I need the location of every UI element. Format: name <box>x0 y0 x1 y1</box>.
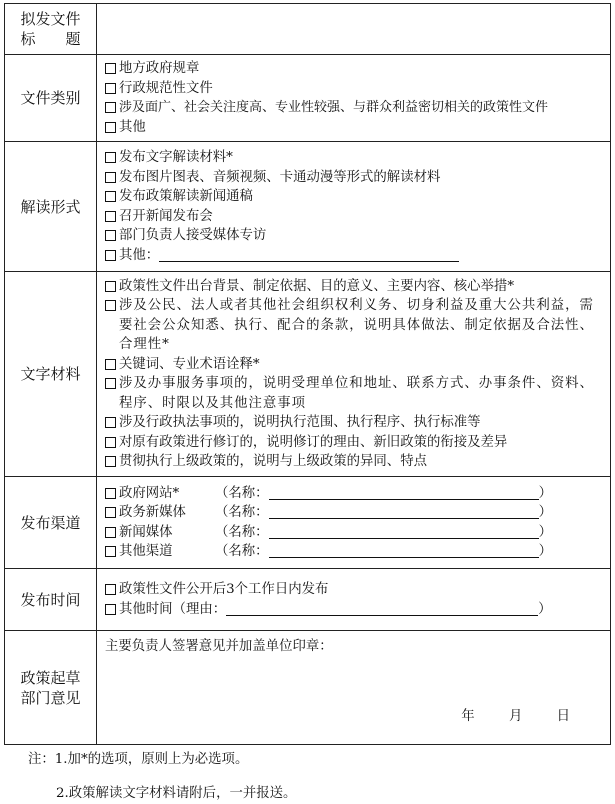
label-file-category: 文件类别 <box>5 55 97 142</box>
row-text-material <box>5 272 611 477</box>
checkbox-icon[interactable] <box>105 359 116 370</box>
date-day: 日 <box>556 708 570 724</box>
release-channel-options <box>97 477 611 569</box>
form-option-4[interactable]: 召开新闻发布会 <box>105 207 604 227</box>
checkbox-icon[interactable] <box>105 527 116 538</box>
checkbox-icon[interactable] <box>105 172 116 183</box>
label-release-time: 发布时间 <box>5 569 97 631</box>
category-option-3[interactable]: 涉及面广、社会关注度高、专业性较强、与群众利益密切相关的政策性文件 <box>105 98 604 118</box>
label-document-title-line1: 拟发文件 <box>20 10 81 28</box>
material-option-4[interactable]: 涉及办事服务事项的，说明受理单位和地址、联系方式、办事条件、资料、程序、时限以及其他注意事项 <box>105 374 604 413</box>
opinion-date <box>433 707 570 727</box>
checkbox-icon[interactable] <box>105 507 116 518</box>
checkbox-icon[interactable] <box>105 83 116 94</box>
channel-option-4[interactable]: 其他渠道 （名称： ） <box>105 542 604 562</box>
row-release-channels <box>5 477 611 569</box>
material-option-3[interactable]: 关键词、专业术语诠释* <box>105 355 604 375</box>
channel-option-3[interactable]: 新闻媒体 （名称： ） <box>105 523 604 543</box>
checkbox-icon[interactable] <box>105 437 116 448</box>
label-document-title <box>5 4 97 55</box>
row-interpretation-form <box>5 142 611 272</box>
material-option-2[interactable]: 涉及公民、法人或者其他社会组织权利义务、切身利益及重大公共利益，需要社会公众知悉、执行、配合的条款，说明具体做法、制定依据及合法性、合理性* <box>105 296 604 355</box>
material-option-6[interactable]: 对原有政策进行修订的，说明修订的理由、新旧政策的衔接及差异 <box>105 433 604 453</box>
checkbox-icon[interactable] <box>105 300 116 311</box>
form-option-3[interactable]: 发布政策解读新闻通稿 <box>105 187 604 207</box>
material-option-7[interactable]: 贯彻执行上级政策的，说明与上级政策的异同、特点 <box>105 452 604 472</box>
channel-name-input-1[interactable] <box>269 484 539 500</box>
checkbox-icon[interactable] <box>105 281 116 292</box>
form-option-2[interactable]: 发布图片图表、音频视频、卡通动漫等形式的解读材料 <box>105 168 604 188</box>
interpretation-form-options <box>97 142 611 272</box>
row-document-title <box>5 4 611 55</box>
label-interpretation-form: 解读形式 <box>5 142 97 272</box>
checkbox-icon[interactable] <box>105 250 116 261</box>
checkbox-icon[interactable] <box>105 417 116 428</box>
row-file-category <box>5 55 611 142</box>
label-document-title-line2: 标 题 <box>20 30 81 48</box>
channel-name-input-2[interactable] <box>269 503 539 519</box>
text-material-options <box>97 272 611 477</box>
label-release-channels: 发布渠道 <box>5 477 97 569</box>
checkbox-icon[interactable] <box>105 604 116 615</box>
time-option-1[interactable]: 政策性文件公开后3个工作日内发布 <box>105 580 604 600</box>
material-option-5[interactable]: 涉及行政执法事项的，说明执行范围、执行程序、执行标准等 <box>105 413 604 433</box>
label-department-opinion <box>5 631 97 745</box>
channel-option-1[interactable]: 政府网站* （名称： ） <box>105 484 604 504</box>
document-title-field[interactable] <box>97 4 611 55</box>
date-month: 月 <box>508 708 523 724</box>
interpretation-form-table <box>4 3 611 745</box>
channel-name-input-3[interactable] <box>269 523 539 539</box>
checkbox-icon[interactable] <box>105 584 116 595</box>
department-opinion-field[interactable] <box>97 631 611 745</box>
checkbox-icon[interactable] <box>105 546 116 557</box>
date-year: 年 <box>461 708 475 724</box>
note-1: 注：1.加*的选项，原则上为必选项。 <box>28 752 249 767</box>
channel-name-input-4[interactable] <box>269 542 539 558</box>
checkbox-icon[interactable] <box>105 211 116 222</box>
checkbox-icon[interactable] <box>105 488 116 499</box>
form-option-5[interactable]: 部门负责人接受媒体专访 <box>105 226 604 246</box>
note-2: 2.政策解读文字材料请附后，一并报送。 <box>56 786 297 801</box>
row-department-opinion <box>5 631 611 745</box>
row-release-time <box>5 569 611 631</box>
checkbox-icon[interactable] <box>105 230 116 241</box>
checkbox-icon[interactable] <box>105 456 116 467</box>
checkbox-icon[interactable] <box>105 122 116 133</box>
material-option-1[interactable]: 政策性文件出台背景、制定依据、目的意义、主要内容、核心举措* <box>105 277 604 297</box>
label-opinion-line2: 部门意见 <box>20 688 81 707</box>
release-time-options <box>97 569 611 631</box>
category-option-4[interactable]: 其他 <box>105 118 604 138</box>
form-notes <box>28 750 296 804</box>
checkbox-icon[interactable] <box>105 152 116 163</box>
checkbox-icon[interactable] <box>105 102 116 113</box>
opinion-instruction: 主要负责人签署意见并加盖单位印章： <box>105 639 333 654</box>
form-option-other[interactable]: 其他： <box>105 246 604 266</box>
checkbox-icon[interactable] <box>105 63 116 74</box>
time-option-2[interactable]: 其他时间（理由： ） <box>105 600 604 620</box>
form-option-1[interactable]: 发布文字解读材料* <box>105 148 604 168</box>
other-form-input-line[interactable] <box>159 246 459 262</box>
category-option-2[interactable]: 行政规范性文件 <box>105 79 604 99</box>
label-opinion-line1: 政策起草 <box>20 668 81 687</box>
category-option-1[interactable]: 地方政府规章 <box>105 59 604 79</box>
label-text-material: 文字材料 <box>5 272 97 477</box>
checkbox-icon[interactable] <box>105 378 116 389</box>
file-category-options <box>97 55 611 142</box>
checkbox-icon[interactable] <box>105 191 116 202</box>
reason-input-line[interactable] <box>226 600 538 616</box>
channel-option-2[interactable]: 政务新媒体 （名称： ） <box>105 503 604 523</box>
